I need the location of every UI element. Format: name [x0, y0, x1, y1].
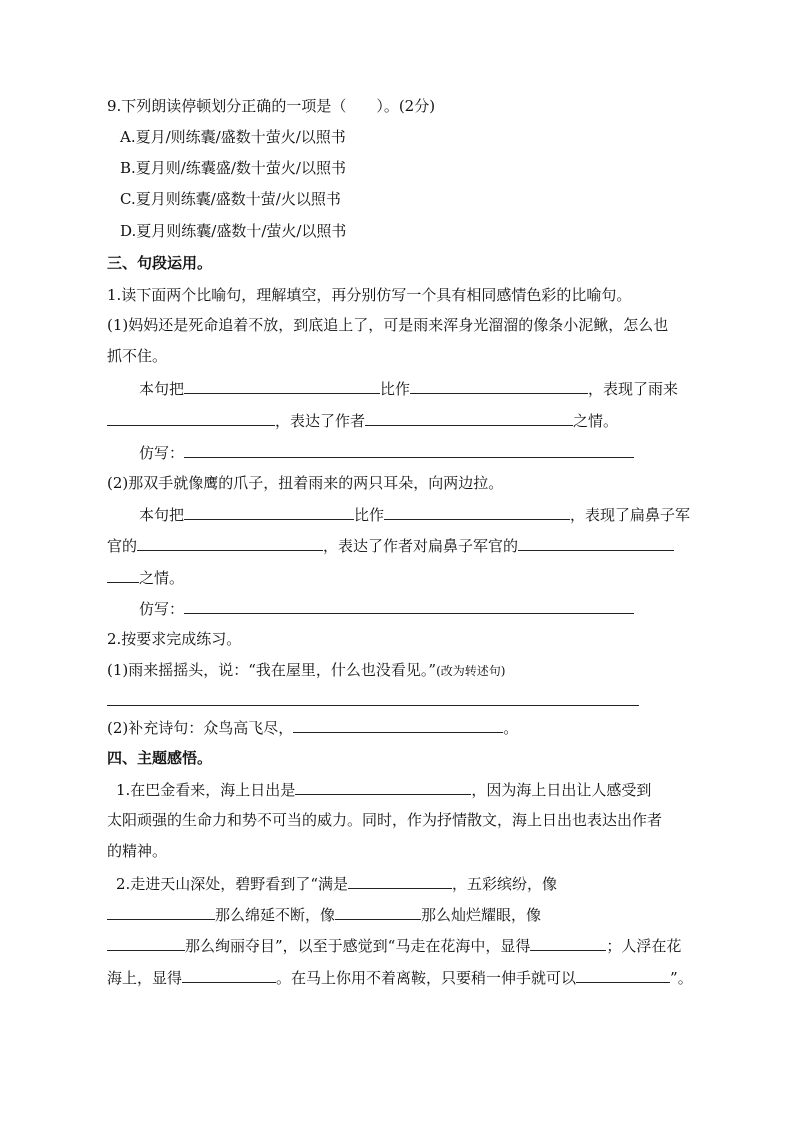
answer-blank[interactable]: [107, 690, 639, 706]
section3-title: 三、句段运用。: [107, 254, 213, 272]
fill-b-end: 之情。: [573, 412, 619, 430]
s3-q2-sentence1-note: (改为转述句): [436, 664, 506, 678]
s4-q2-l1-end: ，五彩缤纷，像: [451, 875, 557, 893]
fill-line-b: [107, 410, 618, 431]
s4-q2-line3: [107, 935, 681, 956]
imitate-label-1: 仿写：: [139, 444, 185, 462]
s4-q2-line1: [116, 873, 557, 894]
blank-d2[interactable]: [518, 535, 674, 551]
s3-q2-instruction: 2.按要求完成练习。: [107, 630, 242, 648]
fill-e-end: 之情。: [139, 569, 185, 587]
s4-q2-blank3[interactable]: [335, 904, 421, 920]
blank-c1[interactable]: [184, 504, 354, 520]
imitate-line-1: [139, 442, 634, 463]
fill-a-prefix: 本句把: [139, 380, 185, 398]
q9-option-d: D.夏月则练囊/盛数十/萤火/以照书: [120, 222, 347, 240]
fill-b-mid: ，表达了作者: [275, 412, 366, 430]
blank-b2[interactable]: [365, 410, 573, 426]
fill-c-end: ，表现了扁鼻子军: [570, 506, 691, 524]
s4-q1-line2: 太阳顽强的生命力和势不可当的威力。同时，作为抒情散文，海上日出也表达出作者: [107, 811, 663, 829]
answer-line: [107, 690, 639, 711]
fill-d-prefix: 官的: [107, 537, 138, 555]
s4-q2-blank5[interactable]: [530, 935, 606, 951]
s4-q2-line2: [107, 904, 541, 925]
s3-q1-instruction: 1.读下面两个比喻句，理解填空，再分别仿写一个具有相同感情色彩的比喻句。: [107, 286, 632, 304]
s4-q2-l4-mid: 。在马上你用不着离鞍，只要稍一伸手就可以: [276, 969, 577, 987]
s3-q2-s2-prefix: (2)补充诗句：众鸟高飞尽，: [107, 719, 294, 737]
s4-q2-blank6[interactable]: [182, 967, 276, 983]
s4-q2-blank2[interactable]: [107, 904, 215, 920]
s3-q2-sentence2: [107, 717, 518, 738]
fill-line-e: [107, 567, 184, 588]
s4-q1-line3: 的精神。: [107, 842, 168, 860]
s3-q1-sentence1-line2: 抓不住。: [107, 347, 168, 365]
s4-q2-l1-prefix: 2.走进天山深处，碧野看到了“满是: [116, 875, 348, 893]
s4-q2-l4-end: ”。: [670, 969, 693, 987]
s3-q1-sentence2: (2)那双手就像鹰的爪子，扭着雨来的两只耳朵，向两边拉。: [107, 474, 504, 492]
fill-c-mid: 比作: [354, 506, 385, 524]
q9-option-b: B.夏月则/练囊盛/数十萤火/以照书: [120, 159, 346, 177]
imitate-blank-2[interactable]: [184, 598, 634, 614]
s3-q2-sentence1-text: (1)雨来摇摇头，说：“我在屋里，什么也没看见。”: [107, 661, 437, 679]
s4-q1-line1: [116, 779, 651, 800]
blank-c2[interactable]: [384, 504, 570, 520]
poem-blank[interactable]: [293, 717, 503, 733]
s4-q2-l2-mid: 那么绵延不断，像: [215, 906, 336, 924]
s3-q1-sentence1-line1: (1)妈妈还是死命追着不放，到底追上了，可是雨来浑身光溜溜的像条小泥鳅，怎么也: [107, 316, 669, 334]
fill-c-prefix: 本句把: [139, 506, 185, 524]
s3-q2-s2-end: 。: [503, 719, 519, 737]
fill-line-a: [139, 378, 678, 399]
fill-line-d: [107, 535, 674, 556]
fill-a-mid: 比作: [380, 380, 411, 398]
s3-q2-sentence1: [107, 660, 505, 681]
blank-a1[interactable]: [184, 378, 380, 394]
s4-q1-blank1[interactable]: [295, 779, 471, 795]
blank-e1[interactable]: [107, 567, 139, 583]
s4-q2-l4-prefix: 海上，显得: [107, 969, 183, 987]
q9-stem: 9.下列朗读停顿划分正确的一项是（ ）。(2分): [107, 97, 436, 115]
fill-a-end: ，表现了雨来: [588, 380, 679, 398]
s4-q2-l3-end: ；人浮在花: [606, 937, 682, 955]
s4-q1-l1-end: ，因为海上日出让人感受到: [471, 781, 652, 799]
imitate-line-2: [139, 598, 634, 619]
s4-q1-l1-prefix: 1.在巴金看来，海上日出是: [116, 781, 296, 799]
fill-line-c: [139, 504, 690, 525]
blank-b1[interactable]: [107, 410, 275, 426]
blank-d1[interactable]: [137, 535, 323, 551]
s4-q2-l2-end: 那么灿烂耀眼，像: [421, 906, 542, 924]
s4-q2-blank4[interactable]: [107, 935, 185, 951]
section4-title: 四、主题感悟。: [107, 749, 213, 767]
s4-q2-blank7[interactable]: [576, 967, 670, 983]
q9-option-a: A.夏月/则练囊/盛数十萤火/以照书: [120, 128, 346, 146]
blank-a2[interactable]: [410, 378, 588, 394]
fill-d-mid: ，表达了作者对扁鼻子军官的: [323, 537, 519, 555]
imitate-label-2: 仿写：: [139, 600, 185, 618]
imitate-blank-1[interactable]: [184, 442, 634, 458]
s4-q2-blank1[interactable]: [348, 873, 452, 889]
s4-q2-line4: [107, 967, 693, 988]
s4-q2-l3-mid: 那么绚丽夺目”，以至于感觉到“马走在花海中，显得: [185, 937, 531, 955]
q9-option-c: C.夏月则练囊/盛数十萤/火以照书: [120, 190, 341, 208]
